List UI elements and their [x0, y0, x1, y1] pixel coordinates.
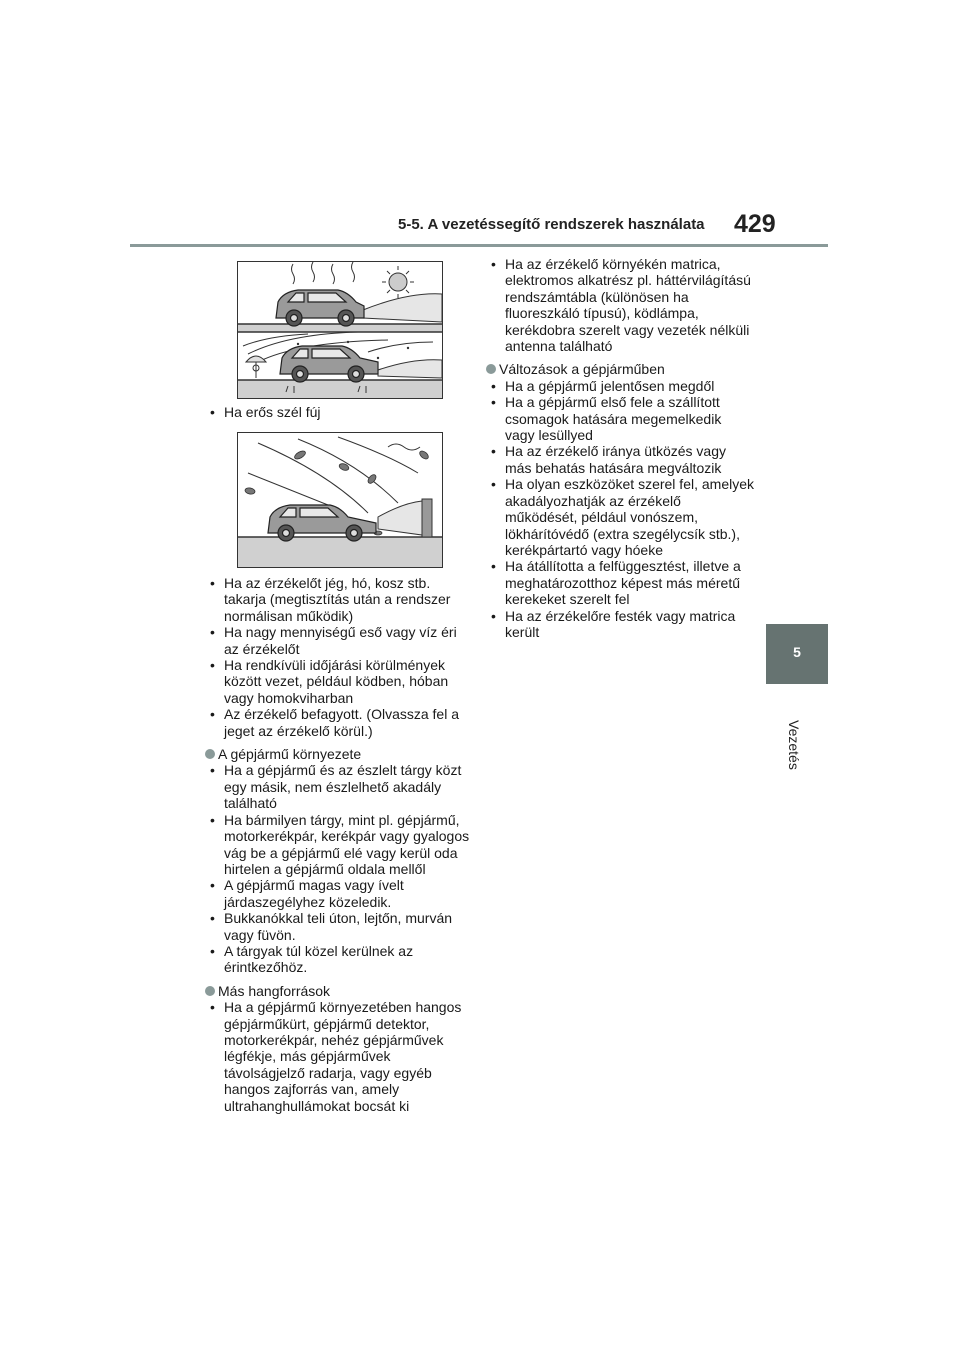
wind-illustration-drawing — [238, 433, 442, 567]
list-item: • Ha az érzékelő környékén matrica, elektromos alkatrész pl. háttérvilágítású rendszámtábla (különösen ha fluoreszkáló típusú), ködlámpa, kerékdobra szerelt vagy vezeték nélküli antenna található — [486, 256, 754, 354]
environment-heading-text: A gépjármű környezete — [218, 746, 362, 763]
wind-illustration — [237, 432, 443, 568]
list-item: • Ha rendkívüli időjárási körülmények között vezet, például ködben, hóban vagy homokviharban — [205, 657, 475, 706]
bullet-dot-icon — [205, 749, 215, 759]
left-column — [205, 575, 475, 1114]
right-top-list — [486, 256, 754, 354]
weather-illustration-drawing — [238, 262, 442, 398]
bullet-dot-icon — [205, 986, 215, 996]
environment-group — [205, 746, 475, 976]
list-item: • Ha az érzékelő iránya ütközés vagy más behatás hatására megváltozik — [486, 443, 754, 476]
list-item: • A gépjármű magas vagy ívelt járdaszegélyhez közeledik. — [205, 877, 475, 910]
section-title: 5-5. A vezetéssegítő rendszerek használata — [398, 216, 705, 233]
weather-illustration — [237, 261, 443, 399]
vehicle-changes-group — [486, 361, 754, 640]
list-item: • Ha a gépjármű és az észlelt tárgy közt egy másik, nem észlelhető akadály található — [205, 762, 475, 811]
bullet-dot-icon — [486, 364, 496, 374]
list-item: • A tárgyak túl közel kerülnek az érintkezőhöz. — [205, 943, 475, 976]
chapter-label: Vezetés — [786, 720, 802, 770]
vehicle-changes-heading-text: Változások a gépjárműben — [499, 361, 665, 378]
sound-heading — [205, 983, 475, 999]
list-item: • Bukkanókkal teli úton, lejtőn, murván vagy füvön. — [205, 910, 475, 943]
list-item: • Ha erős szél fúj — [205, 404, 475, 420]
list-item: • Ha olyan eszközöket szerel fel, amelyek akadályozhatják az érzékelő működését, például vonószem, lökhárítóvédő (extra szegélycsík stb.), kerékpártartó vagy hóeke — [486, 476, 754, 558]
sensor-conditions-list — [205, 575, 475, 739]
list-item: • Ha átállította a felfüggesztést, illetve a meghatározotthoz képest más méretű kerekeket szerelt fel — [486, 558, 754, 607]
list-item: • Ha bármilyen tárgy, mint pl. gépjármű, motorkerékpár, kerékpár vagy gyalogos vág be a gépjármű elé vagy kerül oda hirtelen a gépjármű oldala mellől — [205, 812, 475, 878]
chapter-tab — [766, 624, 828, 684]
vehicle-changes-list — [486, 378, 754, 641]
environment-heading — [205, 746, 475, 762]
sound-group — [205, 983, 475, 1114]
list-item: • Ha az érzékelőre festék vagy matrica került — [486, 608, 754, 641]
chapter-number: 5 — [793, 644, 801, 660]
sound-heading-text: Más hangforrások — [218, 982, 331, 999]
vehicle-changes-heading — [486, 361, 754, 377]
list-item: • Ha a gépjármű jelentősen megdől — [486, 378, 754, 394]
right-column — [486, 256, 754, 640]
list-item: • Ha az érzékelőt jég, hó, kosz stb. takarja (megtisztítás után a rendszer normálisan működik) — [205, 575, 475, 624]
page-number: 429 — [734, 210, 776, 238]
wind-caption-block — [205, 404, 475, 420]
list-item: • Ha a gépjármű környezetében hangos gépjárműkürt, gépjármű detektor, motorkerékpár, nehéz gépjárművek légfékje, más gépjárművek távolságjelző radarja, vagy egyéb hangos zajforrás van, amely ultrahanghullámokat bocsát ki — [205, 999, 475, 1114]
list-item: • Az érzékelő befagyott. (Olvassza fel a jeget az érzékelő körül.) — [205, 706, 475, 739]
list-item: • Ha a gépjármű első fele a szállított csomagok hatására megemelkedik vagy lesüllyed — [486, 394, 754, 443]
list-item: • Ha nagy mennyiségű eső vagy víz éri az érzékelőt — [205, 624, 475, 657]
header-rule — [130, 244, 828, 247]
sound-list — [205, 999, 475, 1114]
environment-list — [205, 762, 475, 975]
